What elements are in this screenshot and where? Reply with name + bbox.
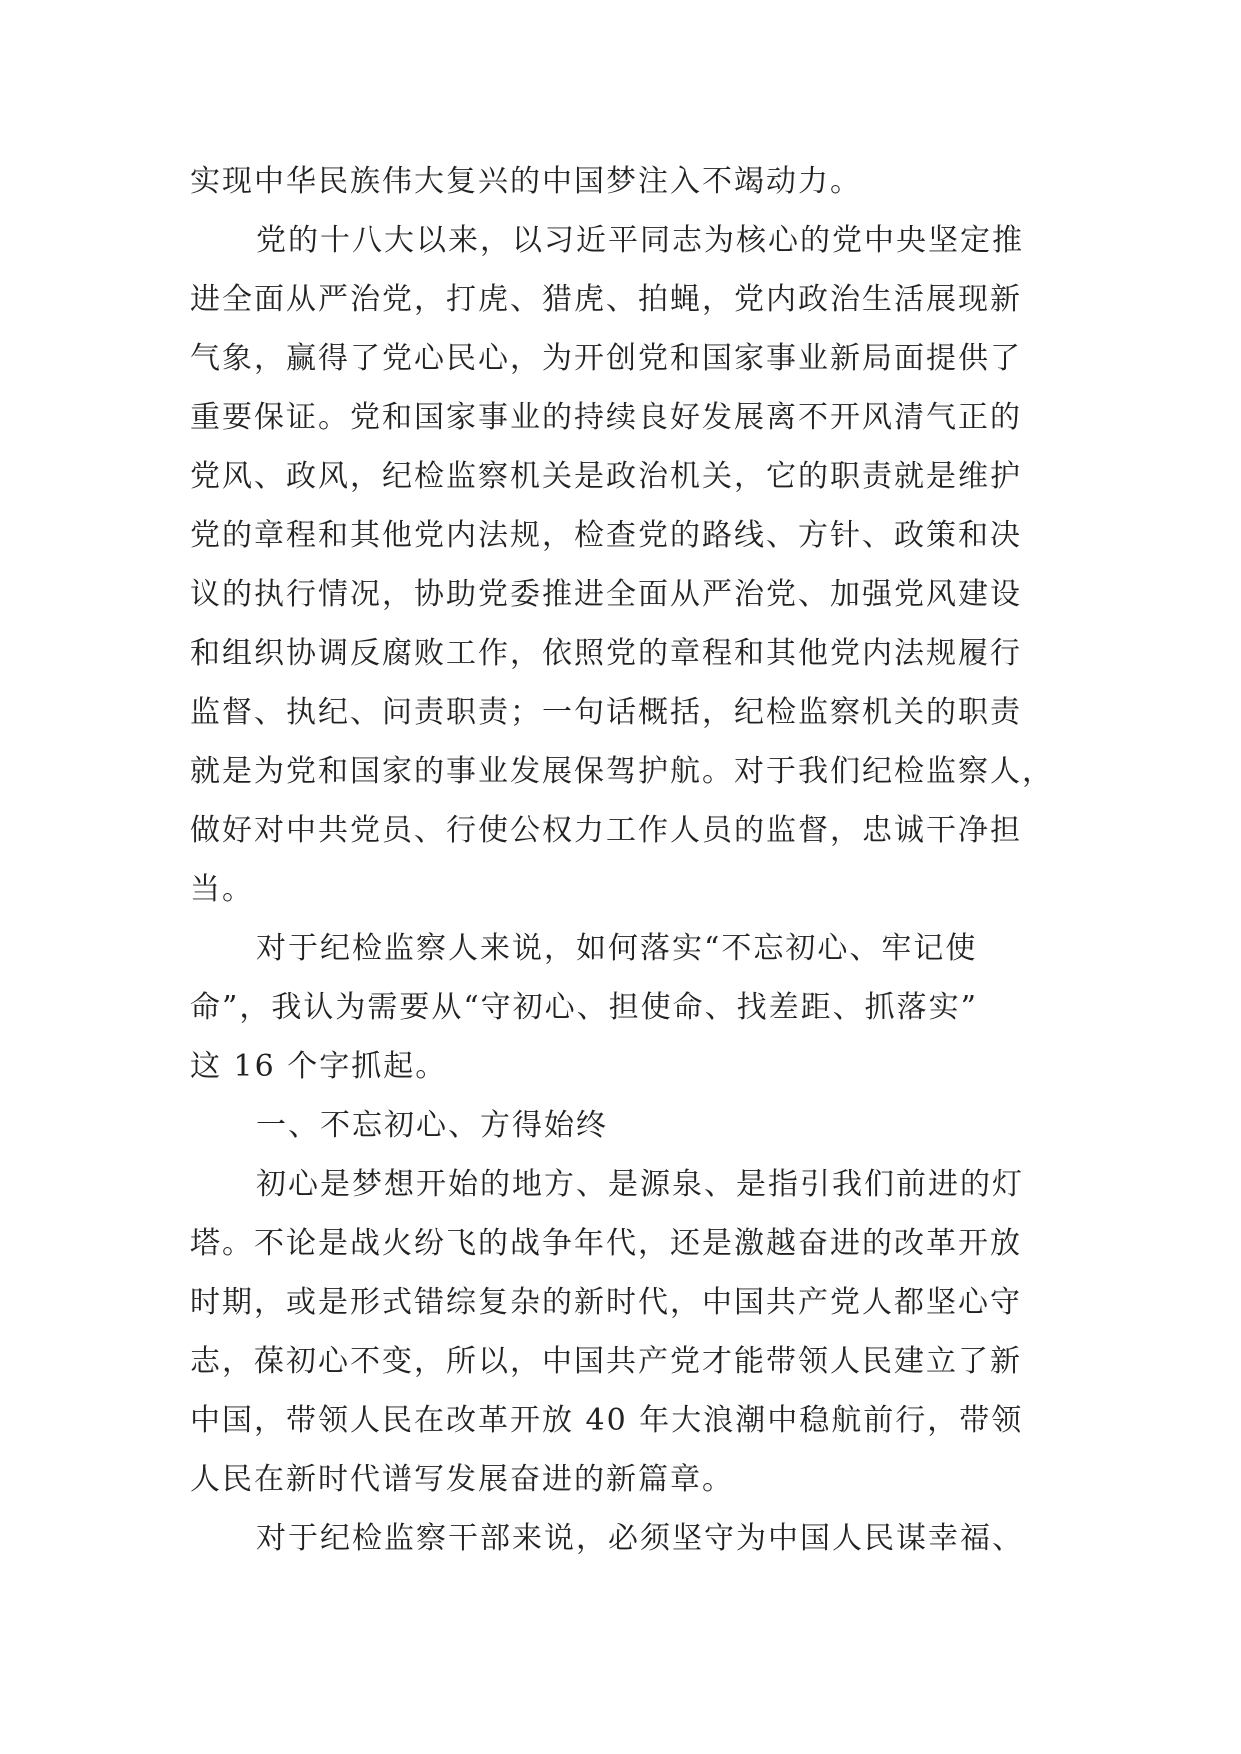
text-line: 就是为党和国家的事业发展保驾护航。对于我们纪检监察人，	[190, 754, 1054, 789]
text-line: 人民在新时代谱写发展奋进的新篇章。	[190, 1462, 734, 1497]
text-line: 初心是梦想开始的地方、是源泉、是指引我们前进的灯	[256, 1167, 1024, 1202]
text-line: 当。	[190, 872, 254, 907]
text-line: 对于纪检监察干部来说，必须坚守为中国人民谋幸福、	[256, 1521, 1024, 1556]
text-line: 重要保证。党和国家事业的持续良好发展离不开风清气正的	[190, 400, 1022, 435]
text-line: 命”，我认为需要从“守初心、担使命、找差距、抓落实”	[190, 990, 979, 1025]
text-line: 时期，或是形式错综复杂的新时代，中国共产党人都坚心守	[190, 1285, 1022, 1320]
text-line: 做好对中共党员、行使公权力工作人员的监督，忠诚干净担	[190, 813, 1022, 848]
body-text	[190, 152, 1054, 1568]
text-line: 志，葆初心不变，所以，中国共产党才能带领人民建立了新	[190, 1344, 1022, 1379]
section-heading: 一、不忘初心、方得始终	[256, 1108, 608, 1143]
text-line: 实现中华民族伟大复兴的中国梦注入不竭动力。	[190, 164, 862, 199]
text-line: 气象，赢得了党心民心，为开创党和国家事业新局面提供了	[190, 341, 1022, 376]
text-line: 塔。不论是战火纷飞的战争年代，还是激越奋进的改革开放	[190, 1226, 1022, 1261]
text-line: 党的章程和其他党内法规，检查党的路线、方针、政策和决	[190, 518, 1022, 553]
text-line: 中国，带领人民在改革开放 40 年大浪潮中稳航前行，带领	[190, 1403, 1024, 1438]
text-line: 议的执行情况，协助党委推进全面从严治党、加强党风建设	[190, 577, 1022, 612]
text-line: 党的十八大以来，以习近平同志为核心的党中央坚定推	[256, 223, 1024, 258]
text-line: 和组织协调反腐败工作，依照党的章程和其他党内法规履行	[190, 636, 1022, 671]
text-line: 对于纪检监察人来说，如何落实“不忘初心、牢记使	[256, 931, 978, 966]
text-line: 这 16 个字抓起。	[190, 1049, 448, 1084]
text-line: 进全面从严治党，打虎、猎虎、拍蝇，党内政治生活展现新	[190, 282, 1022, 317]
text-line: 监督、执纪、问责职责；一句话概括，纪检监察机关的职责	[190, 695, 1022, 730]
text-line: 党风、政风，纪检监察机关是政治机关，它的职责就是维护	[190, 459, 1022, 494]
